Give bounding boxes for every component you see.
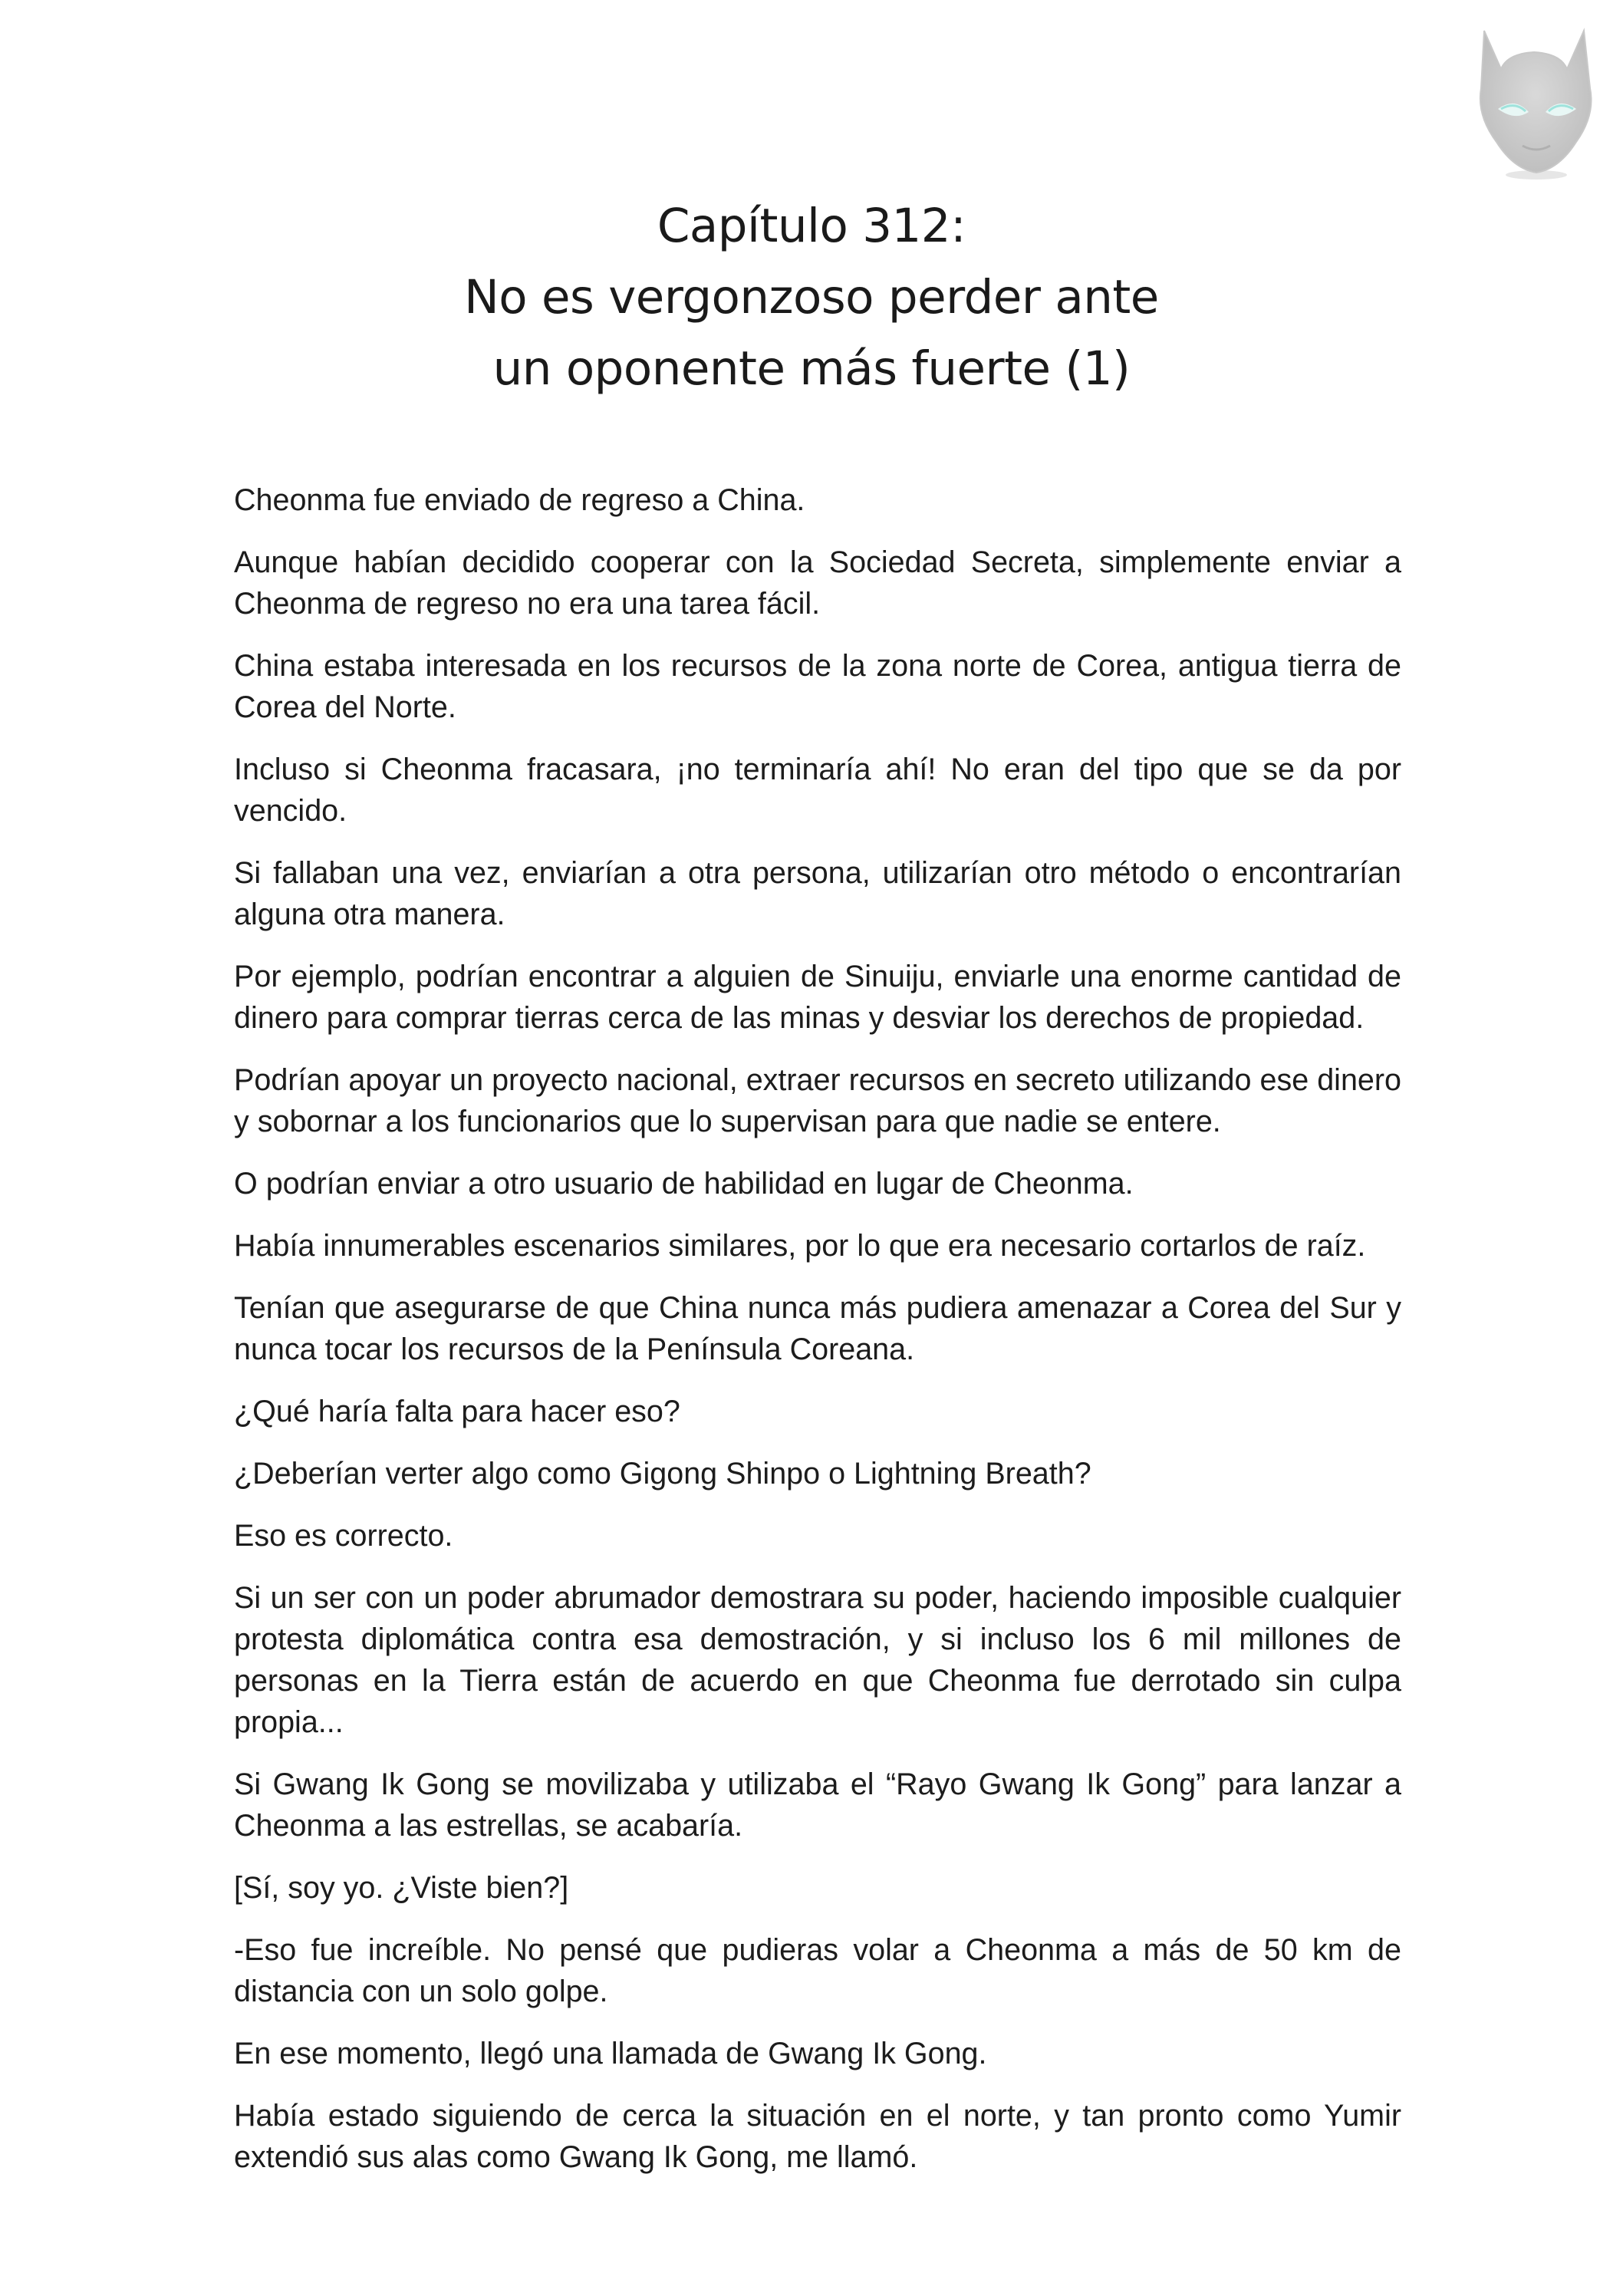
paragraph: O podrían enviar a otro usuario de habilidad en lugar de Cheonma.	[234, 1167, 1134, 1201]
paragraph: Cheonma fue enviado de regreso a China.	[234, 483, 805, 517]
demon-head-logo-icon	[1461, 15, 1607, 184]
paragraph: Podrían apoyar un proyecto nacional, extraer recursos en secreto utilizando ese dinero y sobornar a los funcionarios que lo supervisan para que nadie se entere.	[234, 1063, 1401, 1138]
paragraph: Tenían que asegurarse de que China nunca más pudiera amenazar a Corea del Sur y nunca tocar los recursos de la Península Coreana.	[234, 1291, 1401, 1366]
paragraph: Había estado siguiendo de cerca la situación en el norte, y tan pronto como Yumir extendió sus alas como Gwang Ik Gong, me llamó.	[234, 2099, 1401, 2174]
chapter-title-line-1: Capítulo 312:	[657, 199, 966, 253]
paragraph: En ese momento, llegó una llamada de Gwang Ik Gong.	[234, 2037, 987, 2070]
chapter-body	[234, 479, 1401, 2199]
paragraph: Aunque habían decidido cooperar con la Sociedad Secreta, simplemente enviar a Cheonma de regreso no era una tarea fácil.	[234, 545, 1401, 621]
paragraph: Si un ser con un poder abrumador demostrara su poder, haciendo imposible cualquier protesta diplomática contra esa demostración, y si incluso los 6 mil millones de personas en la Tierra están de acuerdo en que Cheonma fue derrotado sin culpa propia...	[234, 1581, 1401, 1739]
paragraph: -Eso fue increíble. No pensé que pudieras volar a Cheonma a más de 50 km de distancia con un solo golpe.	[234, 1933, 1401, 2008]
paragraph: Si fallaban una vez, enviarían a otra persona, utilizarían otro método o encontrarían alguna otra manera.	[234, 856, 1401, 931]
paragraph: Si Gwang Ik Gong se movilizaba y utilizaba el “Rayo Gwang Ik Gong” para lanzar a Cheonma a las estrellas, se acabaría.	[234, 1767, 1401, 1843]
chapter-title	[0, 190, 1623, 404]
paragraph: ¿Deberían verter algo como Gigong Shinpo o Lightning Breath?	[234, 1457, 1091, 1491]
paragraph: Por ejemplo, podrían encontrar a alguien de Sinuiju, enviarle una enorme cantidad de dinero para comprar tierras cerca de las minas y desviar los derechos de propiedad.	[234, 960, 1401, 1035]
paragraph: China estaba interesada en los recursos de la zona norte de Corea, antigua tierra de Corea del Norte.	[234, 649, 1401, 724]
paragraph: Había innumerables escenarios similares, por lo que era necesario cortarlos de raíz.	[234, 1229, 1366, 1263]
paragraph: Incluso si Cheonma fracasara, ¡no terminaría ahí! No eran del tipo que se da por vencido.	[234, 753, 1401, 828]
chapter-title-line-2: No es vergonzoso perder ante	[464, 270, 1159, 324]
chapter-title-line-3: un oponente más fuerte (1)	[492, 341, 1131, 396]
paragraph: ¿Qué haría falta para hacer eso?	[234, 1395, 680, 1428]
paragraph: Eso es correcto.	[234, 1519, 453, 1553]
paragraph: [Sí, soy yo. ¿Viste bien?]	[234, 1871, 569, 1905]
